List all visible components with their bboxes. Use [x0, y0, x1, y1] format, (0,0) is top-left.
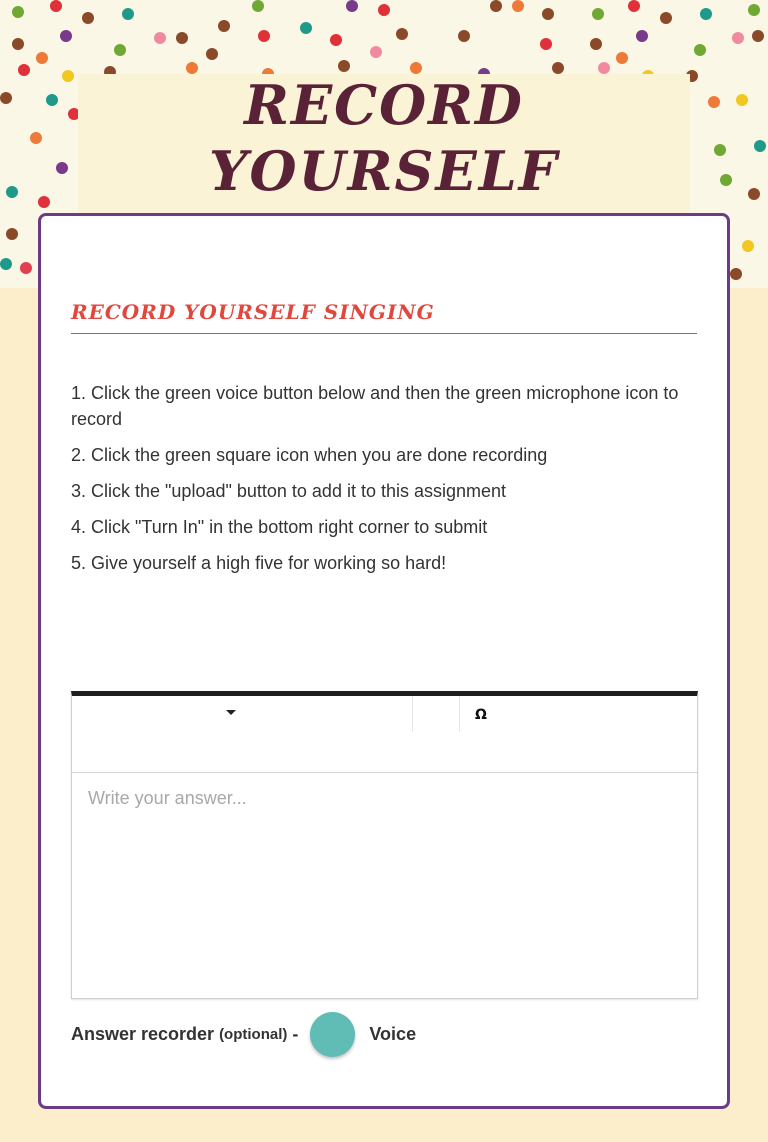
decorative-dot — [708, 96, 720, 108]
instruction-item: 4. Click "Turn In" in the bottom right corner to submit — [71, 517, 488, 537]
decorative-dot — [754, 140, 766, 152]
decorative-dot — [0, 258, 12, 270]
decorative-dot — [742, 240, 754, 252]
decorative-dot — [490, 0, 502, 12]
answer-editor — [71, 691, 698, 999]
decorative-dot — [12, 38, 24, 50]
instruction-item: 3. Click the "upload" button to add it to this assignment — [71, 481, 507, 501]
decorative-dot — [730, 268, 742, 280]
decorative-dot — [346, 0, 358, 12]
decorative-dot — [636, 30, 648, 42]
decorative-dot — [258, 30, 270, 42]
answer-recorder — [71, 1011, 416, 1057]
decorative-dot — [660, 12, 672, 24]
recorder-dash: - — [292, 1023, 299, 1044]
decorative-dot — [176, 32, 188, 44]
decorative-dot — [378, 4, 390, 16]
recorder-optional-label: (optional) — [219, 1025, 288, 1043]
decorative-dot — [82, 12, 94, 24]
decorative-dot — [114, 44, 126, 56]
heading-divider — [71, 333, 697, 334]
decorative-dot — [628, 0, 640, 12]
instruction-item: 5. Give yourself a high five for working so hard! — [71, 553, 447, 573]
decorative-dot — [38, 196, 50, 208]
decorative-dot — [512, 0, 524, 12]
decorative-dot — [206, 48, 218, 60]
decorative-dot — [30, 132, 42, 144]
decorative-dot — [540, 38, 552, 50]
decorative-dot — [732, 32, 744, 44]
instructions-list — [71, 380, 697, 586]
decorative-dot — [122, 8, 134, 20]
worksheet-card — [38, 213, 730, 1109]
voice-label[interactable]: Voice — [369, 1023, 417, 1044]
decorative-dot — [590, 38, 602, 50]
decorative-dot — [748, 188, 760, 200]
toolbar-divider — [412, 696, 413, 732]
decorative-dot — [752, 30, 764, 42]
decorative-dot — [616, 52, 628, 64]
decorative-dot — [218, 20, 230, 32]
decorative-dot — [62, 70, 74, 82]
decorative-dot — [694, 44, 706, 56]
decorative-dot — [720, 174, 732, 186]
decorative-dot — [300, 22, 312, 34]
decorative-dot — [20, 262, 32, 274]
decorative-dot — [714, 144, 726, 156]
decorative-dot — [56, 162, 68, 174]
decorative-dot — [592, 8, 604, 20]
decorative-dot — [748, 4, 760, 16]
decorative-dot — [736, 94, 748, 106]
instruction-item: 2. Click the green square icon when you are done recording — [71, 445, 548, 465]
decorative-dot — [370, 46, 382, 58]
decorative-dot — [6, 228, 18, 240]
section-heading: RECORD YOURSELF SINGING — [71, 300, 435, 324]
decorative-dot — [50, 0, 62, 12]
decorative-dot — [338, 60, 350, 72]
caret-down-icon[interactable] — [226, 710, 236, 715]
decorative-dot — [252, 0, 264, 12]
decorative-dot — [396, 28, 408, 40]
decorative-dot — [0, 92, 12, 104]
decorative-dot — [154, 32, 166, 44]
answer-textarea[interactable] — [72, 773, 697, 993]
omega-icon[interactable]: Ω — [475, 707, 487, 723]
decorative-dot — [60, 30, 72, 42]
decorative-dot — [6, 186, 18, 198]
decorative-dot — [18, 64, 30, 76]
voice-record-icon[interactable] — [310, 1012, 355, 1057]
decorative-dot — [542, 8, 554, 20]
instruction-item: 1. Click the green voice button below and then the green microphone icon to record — [71, 383, 679, 429]
decorative-dot — [458, 30, 470, 42]
decorative-dot — [12, 6, 24, 18]
editor-toolbar — [72, 696, 697, 773]
recorder-label: Answer recorder — [71, 1023, 215, 1044]
decorative-dot — [330, 34, 342, 46]
decorative-dot — [700, 8, 712, 20]
decorative-dot — [46, 94, 58, 106]
decorative-dot — [36, 52, 48, 64]
page-title: RECORD YOURSELF — [208, 73, 560, 203]
toolbar-divider — [459, 696, 460, 732]
